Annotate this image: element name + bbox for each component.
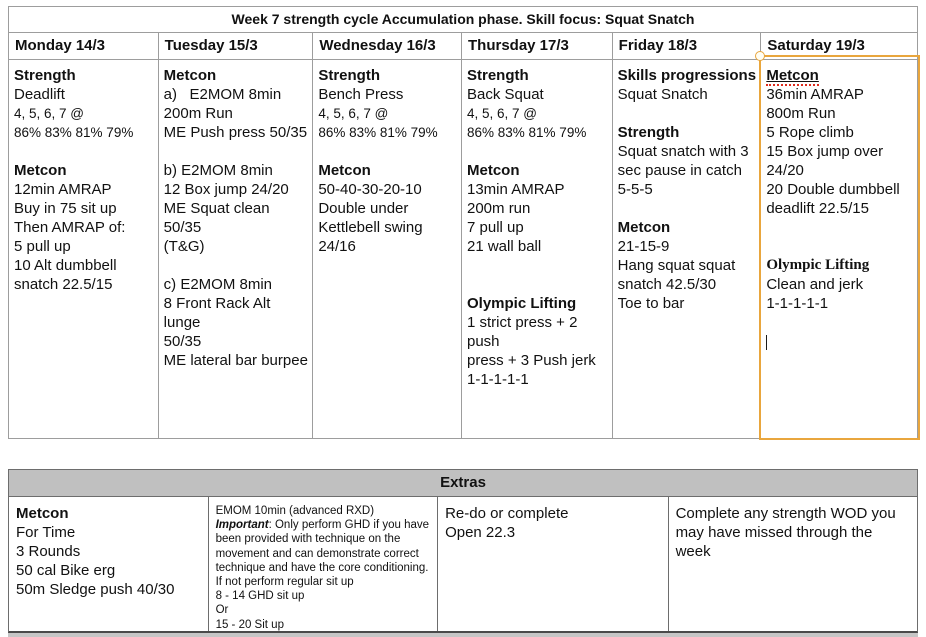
content-line: Metcon — [617, 219, 671, 236]
selection-handle-icon[interactable] — [755, 51, 765, 61]
day-cell-thursday-17-3[interactable] — [461, 60, 612, 438]
content-line: 15 Box jump over — [766, 143, 884, 160]
content-line: ME lateral bar burpee — [163, 352, 308, 369]
content-line: movement and can demonstrate correct — [215, 547, 419, 560]
content-line: For Time — [16, 524, 76, 541]
content-line: b) E2MOM 8min — [163, 162, 273, 179]
content-line: 1-1-1-1-1 — [467, 371, 529, 388]
content-line: Strength — [318, 67, 380, 84]
text-segment: : Only perform GHD if you have — [268, 519, 430, 532]
content-line: been provided with technique on the — [215, 533, 401, 546]
content-line: sec pause in catch — [617, 162, 742, 179]
content-line: 13min AMRAP — [467, 181, 565, 198]
content-line: 4, 5, 6, 7 @ — [467, 106, 537, 121]
content-line — [618, 104, 757, 123]
content-line: (T&G) — [163, 238, 205, 255]
extras-body-row — [9, 497, 917, 631]
next-table-header-strip — [8, 633, 918, 637]
content-line: 7 pull up — [467, 219, 524, 236]
content-line: 5 Rope climb — [766, 124, 854, 141]
content-line: 800m Run — [766, 105, 836, 122]
content-line: EMOM 10min (advanced RXD) — [215, 505, 375, 517]
content-line: 5 pull up — [14, 238, 71, 255]
content-line: ME Push press 50/35 — [163, 124, 308, 141]
content-line: a) E2MOM 8min — [163, 86, 282, 103]
content-line: Squat snatch with 3 — [617, 143, 749, 160]
content-line: snatch 22.5/15 — [14, 276, 113, 293]
content-line: 86% 83% 81% 79% — [467, 125, 587, 140]
content-line: 4, 5, 6, 7 @ — [318, 106, 389, 121]
content-line: c) E2MOM 8min — [163, 276, 273, 293]
content-line: technique and have the core conditioning. — [215, 561, 429, 574]
day-header-saturday-19-3[interactable]: Saturday 19/3 — [760, 33, 917, 59]
content-line: 15 - 20 Sit up — [215, 618, 284, 631]
content-line: 50 cal Bike erg — [16, 562, 116, 579]
content-line: press + 3 Push jerk — [467, 352, 596, 369]
content-line: 86% 83% 81% 79% — [318, 125, 438, 140]
content-line: Strength — [617, 124, 680, 141]
content-line: Bench Press — [318, 86, 404, 103]
day-header-wednesday-16-3[interactable]: Wednesday 16/3 — [312, 33, 461, 59]
content-line: Skills progressions — [617, 67, 757, 84]
day-cell-tuesday-15-3[interactable] — [158, 60, 313, 438]
day-cell-friday-18-3[interactable] — [612, 60, 761, 438]
content-line: Or — [215, 604, 229, 617]
misspelled-word: Metcon — [766, 67, 819, 84]
content-line: Olympic Lifting — [467, 295, 577, 312]
content-line: 8 Front Rack Alt lunge — [163, 295, 275, 331]
content-line: snatch 42.5/30 — [617, 276, 717, 293]
content-line: ME Squat clean 50/35 — [163, 200, 274, 236]
extras-cell-4[interactable] — [668, 497, 917, 631]
content-line — [467, 142, 608, 161]
content-line: 8 - 14 GHD sit up — [215, 590, 305, 603]
content-line: Metcon — [14, 162, 67, 179]
content-line: 1 strict press + 2 push — [467, 314, 582, 350]
content-line: 12min AMRAP — [14, 181, 112, 198]
content-line: 3 Rounds — [16, 543, 81, 560]
content-line: Buy in 75 sit up — [14, 200, 117, 217]
content-line: Complete any strength WOD you — [675, 505, 896, 522]
content-line: 5-5-5 — [617, 181, 653, 198]
extras-header[interactable]: Extras — [9, 470, 917, 497]
content-line — [164, 256, 309, 275]
content-line: Deadlift — [14, 86, 65, 103]
content-line: Hang squat squat — [617, 257, 736, 274]
content-line: 10 Alt dumbbell — [14, 257, 117, 274]
week-title[interactable]: Week 7 strength cycle Accumulation phase. Skill focus: Squat Snatch — [9, 7, 917, 33]
content-line: Squat Snatch — [617, 86, 708, 103]
content-line: Metcon — [318, 162, 371, 179]
content-line: 50/35 — [163, 333, 202, 350]
content-line: 12 Box jump 24/20 — [163, 181, 289, 198]
content-line: Strength — [467, 67, 529, 84]
content-line: 21 wall ball — [467, 238, 542, 255]
day-cell-monday-14-3[interactable] — [9, 60, 158, 438]
content-line: 4, 5, 6, 7 @ — [14, 106, 84, 121]
content-line: Metcon — [163, 67, 217, 84]
content-line: Strength — [14, 67, 76, 84]
content-line — [467, 275, 608, 294]
content-line: may have missed through the week — [675, 524, 877, 560]
content-line: 200m Run — [163, 105, 233, 122]
content-line: 50m Sledge push 40/30 — [16, 581, 175, 598]
content-line: Back Squat — [467, 86, 544, 103]
content-line: 1-1-1-1-1 — [766, 295, 829, 312]
day-header-tuesday-15-3[interactable]: Tuesday 15/3 — [158, 33, 313, 59]
content-line: 200m run — [467, 200, 531, 217]
content-line: 36min AMRAP — [766, 86, 864, 103]
content-line: 86% 83% 81% 79% — [14, 125, 134, 140]
content-line: 20 Double dumbbell — [766, 181, 900, 198]
content-line: Toe to bar — [617, 295, 685, 312]
day-cell-wednesday-16-3[interactable] — [312, 60, 461, 438]
selected-cell-outline[interactable] — [759, 55, 920, 440]
day-header-monday-14-3[interactable]: Monday 14/3 — [15, 37, 106, 54]
content-line: If not perform regular sit up — [215, 576, 354, 589]
content-line: 24/20 — [766, 162, 804, 179]
content-line: Clean and jerk — [766, 276, 864, 293]
content-line: Olympic Lifting — [766, 257, 870, 273]
content-line — [14, 142, 154, 161]
content-line: 21-15-9 — [617, 238, 670, 255]
content-line — [164, 142, 309, 161]
content-line — [618, 199, 757, 218]
extras-cell-1[interactable] — [9, 497, 208, 631]
content-line: deadlift 22.5/15 — [766, 200, 869, 217]
extras-cell-3[interactable] — [437, 497, 668, 631]
content-line — [318, 142, 457, 161]
content-line: 50-40-30-20-10 — [318, 181, 422, 198]
content-line: Then AMRAP of: — [14, 219, 126, 236]
content-line: Re-do or complete — [445, 505, 569, 522]
day-header-friday-18-3[interactable]: Friday 18/3 — [612, 33, 761, 59]
content-line: Metcon — [467, 162, 520, 179]
extras-table — [8, 469, 918, 633]
content-line: Double under — [318, 200, 409, 217]
content-line: Open 22.3 — [445, 524, 516, 541]
content-line — [467, 256, 608, 275]
content-line: Metcon — [16, 505, 69, 522]
day-header-thursday-17-3[interactable]: Thursday 17/3 — [461, 33, 612, 59]
content-line — [216, 518, 432, 532]
content-line: Kettlebell swing 24/16 — [318, 219, 427, 255]
text-segment: Important — [215, 519, 269, 532]
extras-cell-2[interactable] — [208, 497, 438, 631]
